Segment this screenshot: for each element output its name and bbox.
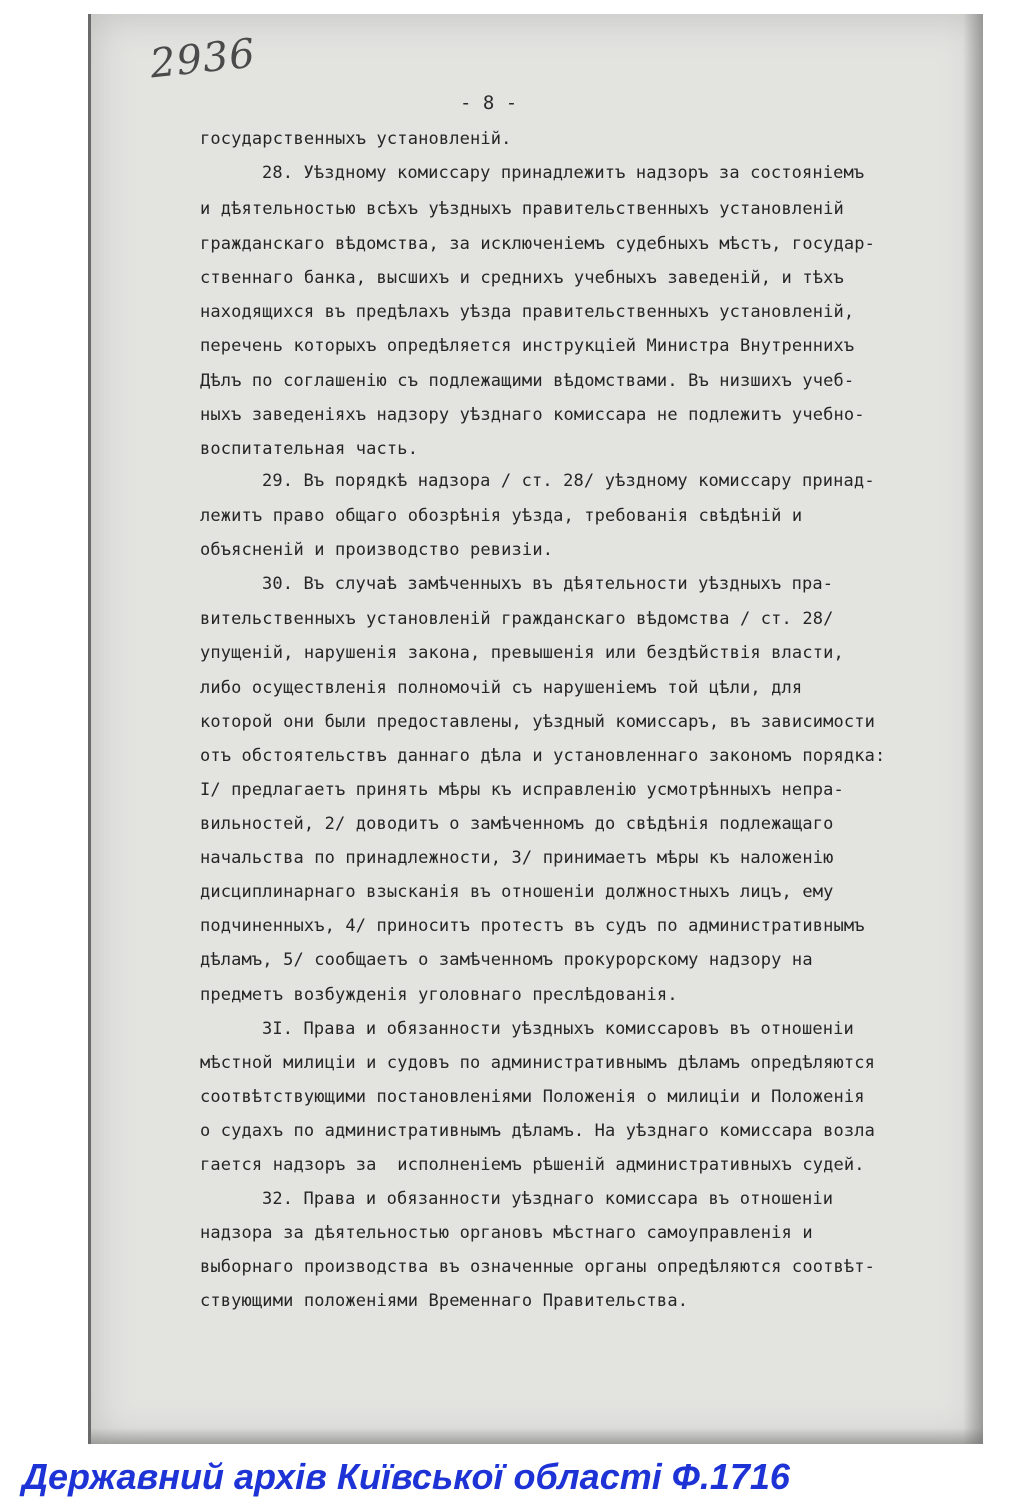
text-line: находящихся въ предѣлахъ уѣзда правительственныхъ установленій, bbox=[200, 302, 855, 322]
page-shadow-bottom bbox=[91, 1428, 983, 1444]
text-line: гражданскаго вѣдомства, за исключеніемъ судебныхъ мѣстъ, государ- bbox=[200, 234, 876, 254]
text-line: предметъ возбужденія уголовнаго преслѣдованія. bbox=[200, 985, 678, 1005]
text-line: соотвѣтствующими постановленіями Положенія о милиціи и Положенія bbox=[200, 1087, 865, 1107]
text-line: дѣламъ, 5/ сообщаетъ о замѣченномъ прокурорскому надзору на bbox=[200, 950, 813, 970]
text-line: 29. Въ порядкѣ надзора / ст. 28/ уѣздному комиссару принад- bbox=[262, 471, 875, 491]
text-line: ствующими положеніями Временнаго Правительства. bbox=[200, 1291, 689, 1311]
text-line: вительственныхъ установленій гражданскаго вѣдомства / ст. 28/ bbox=[200, 609, 834, 629]
page-number: - 8 - bbox=[460, 92, 518, 114]
text-line: государственныхъ установленій. bbox=[200, 129, 512, 149]
text-line: которой они были предоставлены, уѣздный комиссаръ, въ зависимости bbox=[200, 712, 876, 732]
text-line: вильностей, 2/ доводитъ о замѣченномъ до свѣдѣнія подлежащаго bbox=[200, 814, 834, 834]
text-line: Дѣлъ по соглашенію съ подлежащими вѣдомствами. Въ низшихъ учеб- bbox=[200, 371, 855, 391]
text-line: 28. Уѣздному комиссару принадлежитъ надзоръ за состояніемъ bbox=[262, 163, 865, 183]
text-line: начальства по принадлежности, 3/ принимаетъ мѣры къ наложенію bbox=[200, 848, 834, 868]
text-line: и дѣятельностью всѣхъ уѣздныхъ правительственныхъ установленій bbox=[200, 199, 844, 219]
text-line: о судахъ по административнымъ дѣламъ. На уѣзднаго комиссара возла bbox=[200, 1121, 876, 1141]
text-line: 30. Въ случаѣ замѣченныхъ въ дѣятельности уѣздныхъ пра- bbox=[262, 574, 834, 594]
text-line: I/ предлагаетъ принять мѣры къ исправленію усмотрѣнныхъ непра- bbox=[200, 780, 844, 800]
handwritten-inventory-number: 2936 bbox=[147, 30, 258, 88]
text-line: ныхъ заведеніяхъ надзору уѣзднаго комиссара не подлежитъ учебно- bbox=[200, 405, 865, 425]
text-line: выборнаго производства въ означенные органы опредѣляются соотвѣт- bbox=[200, 1257, 876, 1277]
text-line: мѣстной милиціи и судовъ по административнымъ дѣламъ опредѣляются bbox=[200, 1053, 876, 1073]
text-line: лежитъ право общаго обозрѣнія уѣзда, требованія свѣдѣній и bbox=[200, 506, 803, 526]
text-line: подчиненныхъ, 4/ приноситъ протестъ въ судъ по административнымъ bbox=[200, 916, 865, 936]
text-line: 3I. Права и обязанности уѣздныхъ комиссаровъ въ отношеніи bbox=[262, 1019, 854, 1039]
text-line: объясненій и производство ревизіи. bbox=[200, 540, 554, 560]
text-line: упущеній, нарушенія закона, превышенія или бездѣйствія власти, bbox=[200, 643, 844, 663]
text-line: 32. Права и обязанности уѣзднаго комиссара въ отношеніи bbox=[262, 1189, 834, 1209]
text-line: гается надзоръ за исполненіемъ рѣшеній административныхъ судей. bbox=[200, 1155, 865, 1175]
text-line: дисциплинарнаго взысканія въ отношеніи должностныхъ лицъ, ему bbox=[200, 882, 834, 902]
text-line: перечень которыхъ опредѣляется инструкціей Министра Внутреннихъ bbox=[200, 336, 855, 356]
text-line: надзора за дѣятельностью органовъ мѣстнаго самоуправленія и bbox=[200, 1223, 813, 1243]
text-line: ственнаго банка, высшихъ и среднихъ учебныхъ заведеній, и тѣхъ bbox=[200, 268, 844, 288]
archive-caption: Державний архів Київської області Ф.1716 bbox=[22, 1456, 790, 1497]
text-line: отъ обстоятельствъ даннаго дѣла и установленнаго закономъ порядка: bbox=[200, 746, 886, 766]
text-line: либо осуществленія полномочій съ нарушеніемъ той цѣли, для bbox=[200, 678, 803, 698]
text-line: воспитательная часть. bbox=[200, 439, 419, 459]
page-shadow-right bbox=[963, 14, 983, 1444]
